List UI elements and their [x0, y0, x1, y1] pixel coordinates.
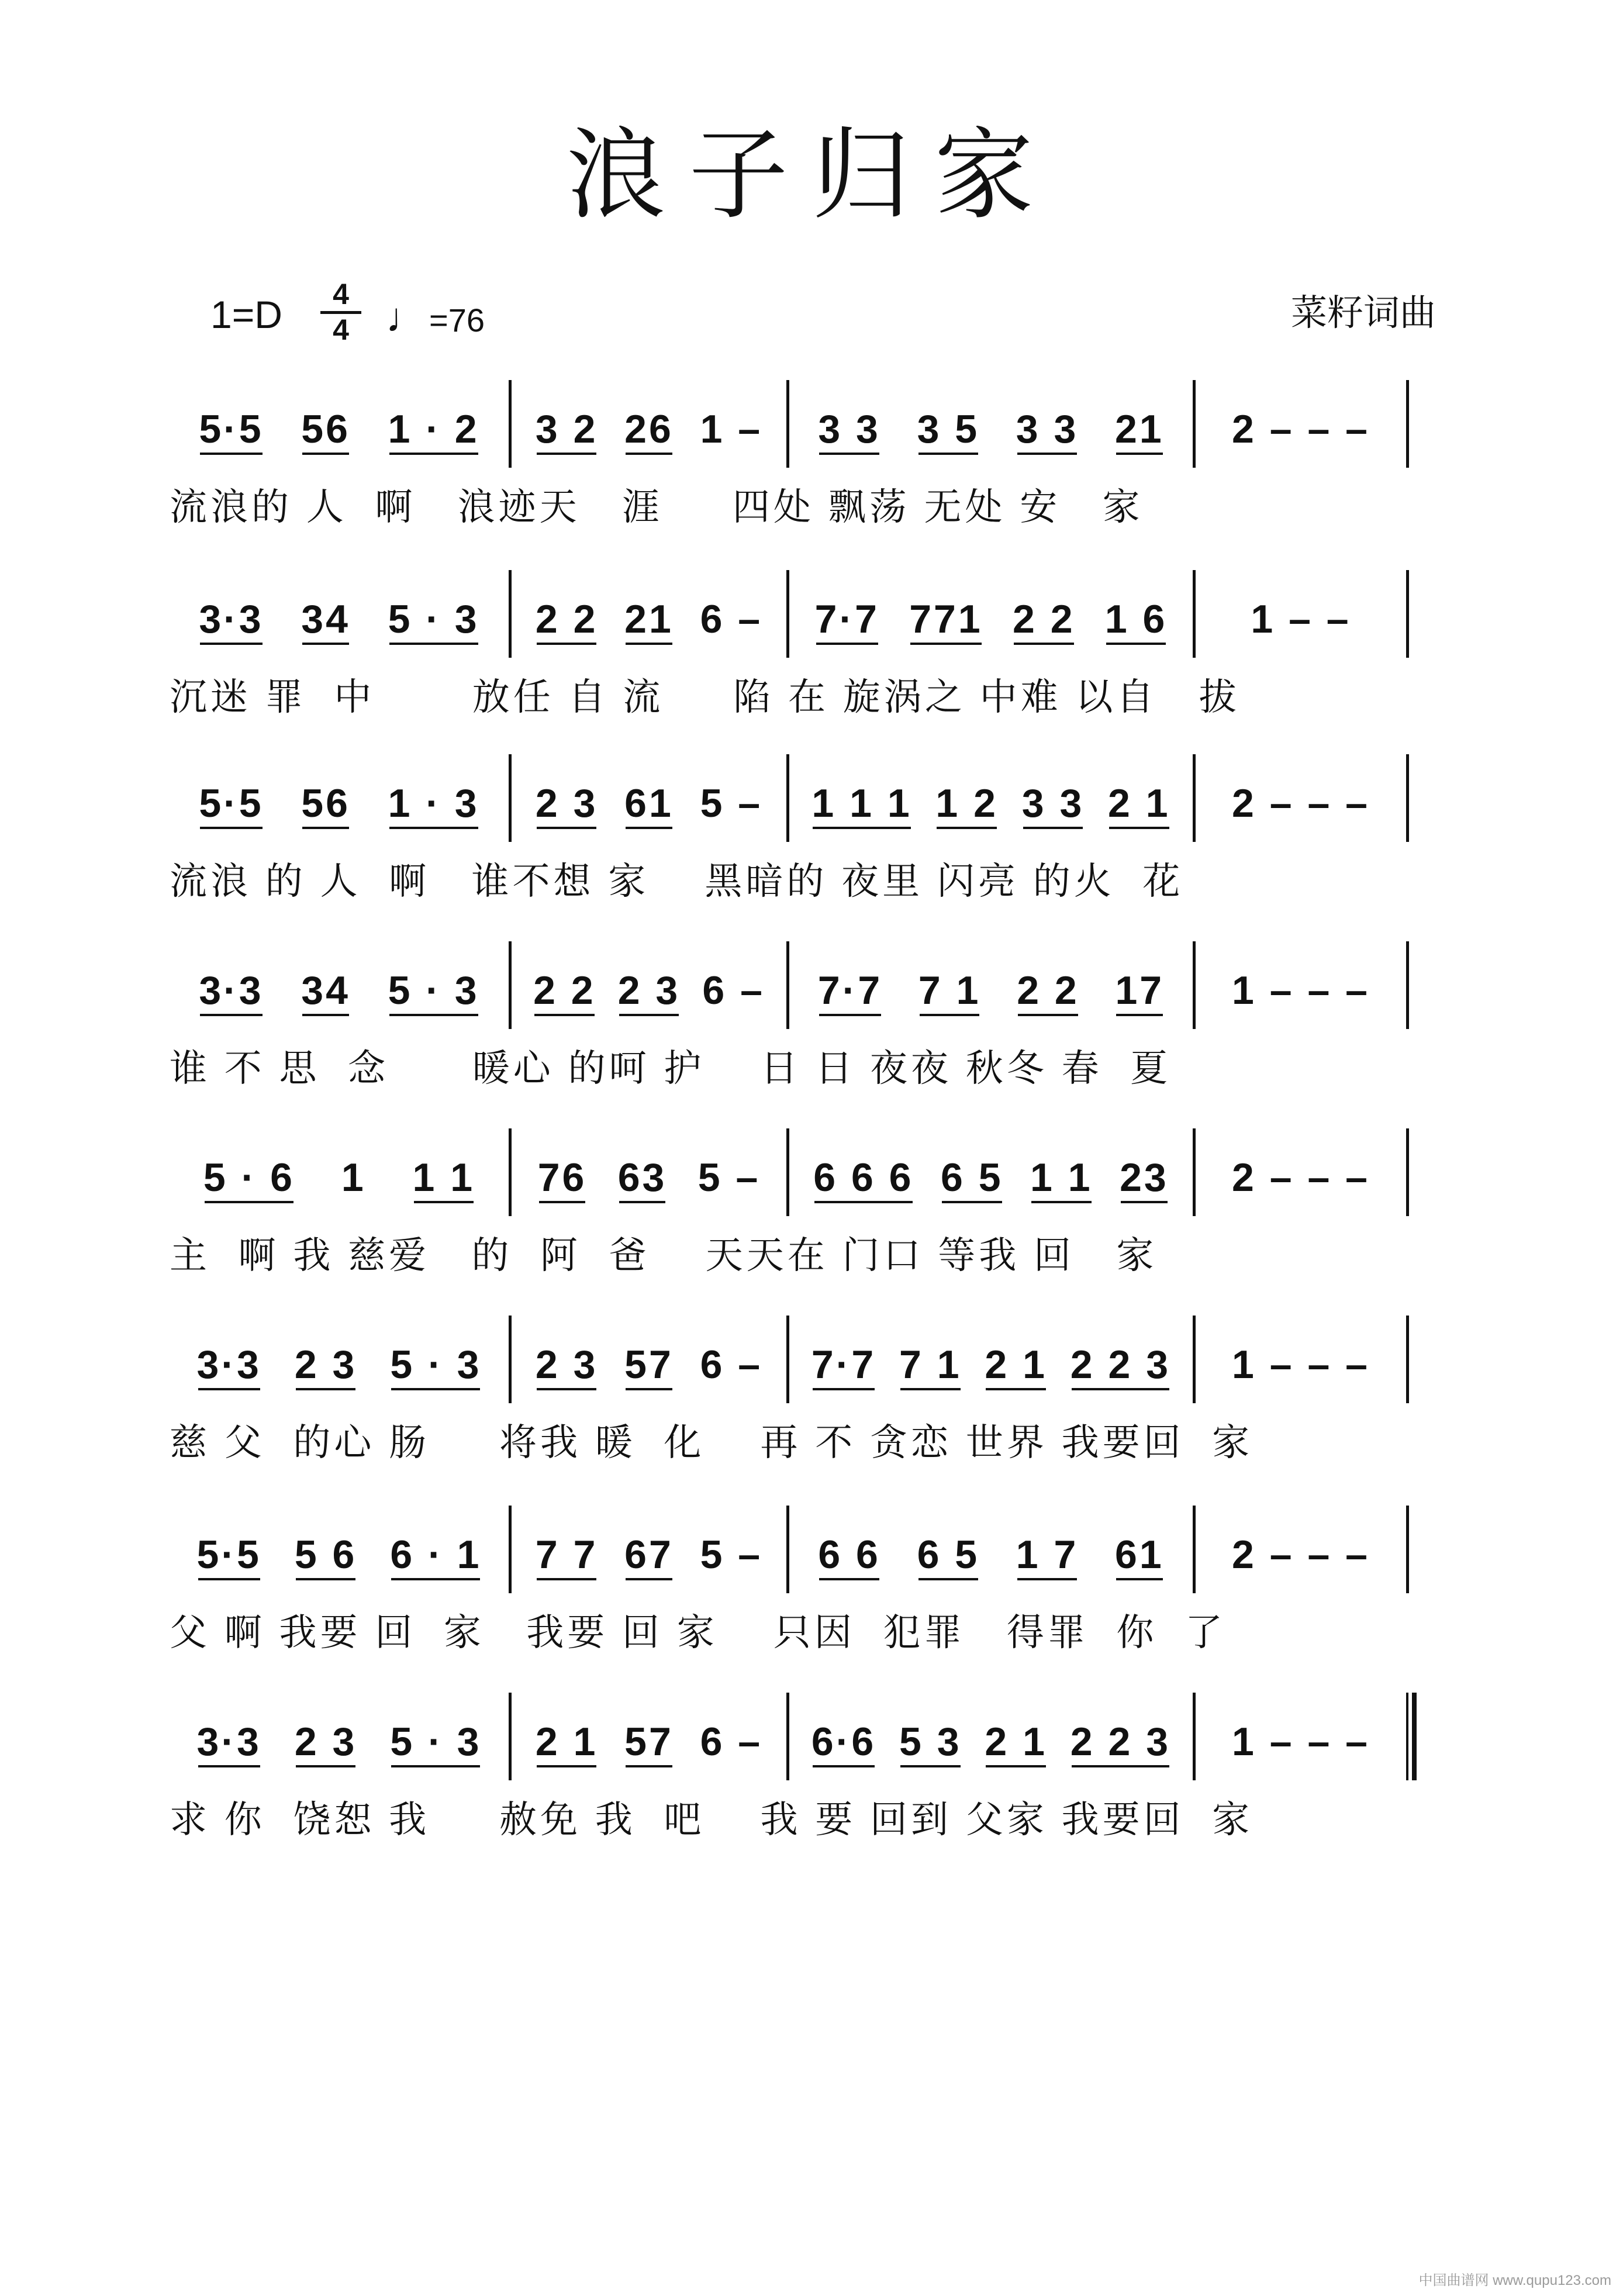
- note-group: 3 5: [917, 386, 980, 449]
- underline-beam: [942, 1201, 1002, 1203]
- note-group: 56: [301, 760, 350, 823]
- notation-row: [170, 386, 1462, 474]
- underline-beam: [819, 1014, 881, 1016]
- note-group: 5 6: [295, 1511, 357, 1575]
- underline-beam: [814, 1201, 912, 1203]
- note-group: 1 – – –: [1232, 1720, 1370, 1764]
- note-group: 6 5: [941, 1134, 1003, 1197]
- measure: [1196, 1134, 1406, 1222]
- underline-beam: [537, 453, 597, 455]
- note-group: 23: [1120, 1134, 1169, 1197]
- measure: [170, 1134, 509, 1222]
- underline-beam: [626, 1765, 672, 1767]
- underline-beam: [619, 1014, 679, 1016]
- measure: [170, 1321, 509, 1409]
- note-group: 6 6: [818, 1511, 880, 1575]
- barline: [1406, 1316, 1409, 1403]
- note-group: 7 1: [918, 947, 981, 1010]
- note-group: 26: [624, 386, 674, 449]
- lyrics-line: 父 啊 我要 回 家 我要 回 家 只因 犯罪 得罪 你 了: [170, 1611, 1226, 1653]
- underline-beam: [200, 453, 262, 455]
- underline-beam: [296, 1578, 356, 1580]
- barline: [1406, 570, 1409, 658]
- note-group: 2 2: [533, 947, 596, 1010]
- note-group: 2 1: [985, 1321, 1047, 1384]
- note-group: 6 · 1: [390, 1511, 481, 1575]
- lyrics-line: 流浪 的 人 啊 谁不想 家 黑暗的 夜里 闪亮 的火 花: [170, 860, 1184, 902]
- notation-row: [170, 1698, 1462, 1786]
- underline-beam: [626, 453, 672, 455]
- note-group: 6 –: [700, 1720, 763, 1764]
- underline-beam: [813, 827, 910, 829]
- measure: [512, 1511, 786, 1599]
- note-group: 21: [1115, 386, 1164, 449]
- note-group: 7·7: [818, 947, 882, 1010]
- underline-beam: [1014, 643, 1074, 645]
- underline-beam: [937, 827, 997, 829]
- score-system: [170, 760, 1462, 947]
- time-denominator: 4: [320, 311, 361, 344]
- underline-beam: [986, 1388, 1046, 1390]
- barline: [1406, 754, 1409, 842]
- notation-row: [170, 760, 1462, 848]
- underline-beam: [900, 1765, 961, 1767]
- notation-row: [170, 1134, 1462, 1222]
- note-group: 2 3: [536, 1321, 598, 1384]
- underline-beam: [198, 1388, 260, 1390]
- underline-beam: [391, 1765, 480, 1767]
- underline-beam: [819, 453, 879, 455]
- note-group: 7 1: [899, 1321, 962, 1384]
- measure: [789, 386, 1193, 474]
- measure: [1196, 947, 1406, 1035]
- measure: [170, 576, 509, 664]
- underline-beam: [198, 1765, 260, 1767]
- note-group: 3 3: [818, 386, 880, 449]
- underline-beam: [198, 1578, 260, 1580]
- note-group: 3·3: [199, 576, 263, 639]
- note-group: 5 · 3: [388, 576, 479, 639]
- song-title: 浪子归家: [565, 118, 1057, 233]
- underline-beam: [910, 643, 981, 645]
- underline-beam: [813, 1765, 875, 1767]
- underline-beam: [1017, 1578, 1078, 1580]
- note-group: 2 1: [985, 1698, 1047, 1762]
- note-group: 1 – – –: [1232, 968, 1370, 1013]
- note-group: 1 · 2: [388, 386, 479, 449]
- measure: [170, 947, 509, 1035]
- note-group: 1 1: [413, 1134, 475, 1197]
- note-group: 6 –: [702, 968, 765, 1013]
- note-group: 2 3: [295, 1321, 357, 1384]
- note-group: 63: [618, 1134, 667, 1197]
- underline-beam: [626, 1578, 672, 1580]
- underline-beam: [389, 453, 478, 455]
- underline-beam: [1031, 1201, 1092, 1203]
- notation-row: [170, 1511, 1462, 1599]
- underline-beam: [1116, 453, 1163, 455]
- note-group: 5 –: [700, 1532, 763, 1577]
- note-group: 3 2: [536, 386, 598, 449]
- author-credit: 菜籽词曲: [1290, 293, 1436, 333]
- lyrics-line: 流浪的 人 啊 浪迹天 涯 四处 飘荡 无处 安 家: [170, 486, 1144, 528]
- note-group: 5 –: [697, 1155, 761, 1200]
- underline-beam: [1072, 1765, 1169, 1767]
- underline-beam: [296, 1388, 356, 1390]
- underline-beam: [1121, 1201, 1168, 1203]
- note-group: 1 1: [1030, 1134, 1093, 1197]
- note-group: 34: [301, 576, 350, 639]
- underline-beam: [920, 1014, 980, 1016]
- measure: [170, 386, 509, 474]
- measure: [789, 1134, 1193, 1222]
- underline-beam: [1072, 1388, 1169, 1390]
- barline: [1406, 941, 1409, 1029]
- note-group: 5 –: [700, 781, 763, 826]
- measure: [512, 1134, 786, 1222]
- tempo-marking: [386, 297, 485, 338]
- note-group: 1 – – –: [1232, 1342, 1370, 1387]
- note-group: 7·7: [811, 1321, 876, 1384]
- note-group: 5 · 6: [203, 1134, 295, 1197]
- underline-beam: [302, 643, 349, 645]
- note-group: 3·3: [199, 947, 263, 1010]
- measure: [512, 1321, 786, 1409]
- underline-beam: [1017, 453, 1078, 455]
- underline-beam: [537, 1388, 597, 1390]
- underline-beam: [1116, 1578, 1163, 1580]
- underline-beam: [534, 1014, 595, 1016]
- note-group: 2 1: [536, 1698, 598, 1762]
- note-group: 6 –: [700, 1342, 763, 1387]
- note-group: 1 – –: [1251, 597, 1351, 641]
- underline-beam: [1109, 827, 1169, 829]
- note-group: 57: [624, 1698, 674, 1762]
- note-group: 5 · 3: [388, 947, 479, 1010]
- notation-row: [170, 1321, 1462, 1409]
- note-group: 2 3: [618, 947, 681, 1010]
- site-watermark: 中国曲谱网 www.qupu123.com: [1418, 2273, 1611, 2288]
- note-group: 2 2: [1017, 947, 1079, 1010]
- lyrics-line: 主 啊 我 慈爱 的 阿 爸 天天在 门口 等我 回 家: [170, 1234, 1158, 1276]
- barline: [1406, 1128, 1409, 1216]
- note-group: 6 –: [700, 597, 763, 641]
- underline-beam: [539, 1201, 586, 1203]
- underline-beam: [1106, 643, 1166, 645]
- score-system: [170, 1321, 1462, 1508]
- score-system: [170, 576, 1462, 763]
- note-group: 1 1 1: [811, 760, 911, 823]
- note-group: 56: [301, 386, 350, 449]
- underline-beam: [626, 1388, 672, 1390]
- underline-beam: [296, 1765, 356, 1767]
- measure: [512, 760, 786, 848]
- score-system: [170, 386, 1462, 573]
- note-group: 1: [341, 1155, 366, 1200]
- underline-beam: [819, 1578, 879, 1580]
- note-group: 34: [301, 947, 350, 1010]
- note-group: 1 · 3: [388, 760, 479, 823]
- note-group: 2 3: [536, 760, 598, 823]
- note-group: 5 · 3: [390, 1698, 481, 1762]
- notation-row: [170, 947, 1462, 1035]
- note-group: 5·5: [199, 386, 263, 449]
- underline-beam: [205, 1201, 293, 1203]
- note-group: 21: [624, 576, 674, 639]
- note-group: 2 1: [1108, 760, 1170, 823]
- note-group: 61: [1115, 1511, 1164, 1575]
- underline-beam: [391, 1578, 480, 1580]
- measure: [789, 947, 1193, 1035]
- note-group: 7·7: [815, 576, 879, 639]
- underline-beam: [986, 1765, 1046, 1767]
- note-group: 2 2: [536, 576, 598, 639]
- note-group: 7 7: [536, 1511, 598, 1575]
- note-group: 3·3: [197, 1698, 261, 1762]
- measure: [512, 1698, 786, 1786]
- score-system: [170, 1134, 1462, 1321]
- underline-beam: [537, 1578, 597, 1580]
- underline-beam: [918, 1578, 979, 1580]
- underline-beam: [626, 827, 672, 829]
- barline: [1406, 1506, 1409, 1593]
- note-group: 5·5: [197, 1511, 261, 1575]
- note-group: 1 7: [1016, 1511, 1079, 1575]
- note-group: 5·5: [199, 760, 263, 823]
- note-group: 5 3: [899, 1698, 962, 1762]
- underline-beam: [389, 643, 478, 645]
- note-group: 6 5: [917, 1511, 980, 1575]
- measure: [1196, 576, 1406, 664]
- measure: [170, 1511, 509, 1599]
- time-numerator: 4: [333, 278, 349, 310]
- note-group: 57: [624, 1321, 674, 1384]
- lyrics-line: 慈 父 的心 肠 将我 暖 化 再 不 贪恋 世界 我要回 家: [170, 1421, 1253, 1463]
- underline-beam: [626, 643, 672, 645]
- underline-beam: [537, 827, 597, 829]
- lyrics-line: 沉迷 罪 中 放任 自 流 陷 在 旋涡之 中难 以自 拔: [170, 676, 1240, 718]
- measure: [1196, 1698, 1406, 1786]
- note-group: 2 3: [295, 1698, 357, 1762]
- measure: [789, 1321, 1193, 1409]
- note-group: 2 – – –: [1232, 1155, 1370, 1200]
- barline: [1406, 1693, 1417, 1780]
- note-group: 17: [1115, 947, 1164, 1010]
- score-system: [170, 1698, 1462, 1886]
- time-signature: [320, 279, 361, 344]
- note-group: 2 2: [1013, 576, 1075, 639]
- measure: [170, 1698, 509, 1786]
- note-group: 6·6: [811, 1698, 876, 1762]
- tempo-value: =76: [429, 302, 485, 339]
- lyrics-line: 谁 不 思 念 暖心 的呵 护 日 日 夜夜 秋冬 春 夏: [170, 1047, 1172, 1089]
- underline-beam: [619, 1201, 666, 1203]
- note-group: 2 2 3: [1071, 1321, 1170, 1384]
- underline-beam: [302, 453, 349, 455]
- note-group: 61: [624, 760, 674, 823]
- note-group: 2 2 3: [1071, 1698, 1170, 1762]
- measure: [512, 386, 786, 474]
- note-group: 76: [538, 1134, 587, 1197]
- barline: [1406, 380, 1409, 468]
- underline-beam: [816, 643, 878, 645]
- underline-beam: [414, 1201, 474, 1203]
- measure: [1196, 386, 1406, 474]
- underline-beam: [1116, 1014, 1163, 1016]
- note-group: 2 – – –: [1232, 781, 1370, 826]
- key-signature: 1=D: [210, 293, 282, 336]
- note-group: 1 2: [935, 760, 998, 823]
- note-group: 3 3: [1022, 760, 1085, 823]
- measure: [789, 760, 1193, 848]
- note-group: 771: [909, 576, 982, 639]
- note-group: 6 6 6: [813, 1134, 913, 1197]
- underline-beam: [200, 827, 262, 829]
- underline-beam: [537, 643, 597, 645]
- underline-beam: [302, 1014, 349, 1016]
- score-system: [170, 947, 1462, 1134]
- note-group: 3·3: [197, 1321, 261, 1384]
- underline-beam: [918, 453, 979, 455]
- underline-beam: [900, 1388, 961, 1390]
- underline-beam: [389, 1014, 478, 1016]
- underline-beam: [389, 827, 478, 829]
- measure: [1196, 1321, 1406, 1409]
- notation-row: [170, 576, 1462, 664]
- underline-beam: [1023, 827, 1083, 829]
- underline-beam: [391, 1388, 480, 1390]
- quarter-note-icon: ♩: [386, 295, 427, 340]
- measure: [789, 1511, 1193, 1599]
- underline-beam: [537, 1765, 597, 1767]
- note-group: 1 6: [1105, 576, 1168, 639]
- note-group: 67: [624, 1511, 674, 1575]
- lyrics-line: 求 你 饶恕 我 赦免 我 吧 我 要 回到 父家 我要回 家: [170, 1798, 1253, 1841]
- measure: [512, 947, 786, 1035]
- underline-beam: [1018, 1014, 1078, 1016]
- underline-beam: [302, 827, 349, 829]
- measure: [789, 1698, 1193, 1786]
- underline-beam: [813, 1388, 875, 1390]
- underline-beam: [200, 1014, 262, 1016]
- score-system: [170, 1511, 1462, 1698]
- measure: [789, 576, 1193, 664]
- measure: [512, 576, 786, 664]
- note-group: 2 – – –: [1232, 407, 1370, 451]
- measure: [1196, 760, 1406, 848]
- measure: [1196, 1511, 1406, 1599]
- note-group: 2 – – –: [1232, 1532, 1370, 1577]
- note-group: 3 3: [1016, 386, 1079, 449]
- underline-beam: [200, 643, 262, 645]
- measure: [170, 760, 509, 848]
- note-group: 5 · 3: [390, 1321, 481, 1384]
- note-group: 1 –: [700, 407, 763, 451]
